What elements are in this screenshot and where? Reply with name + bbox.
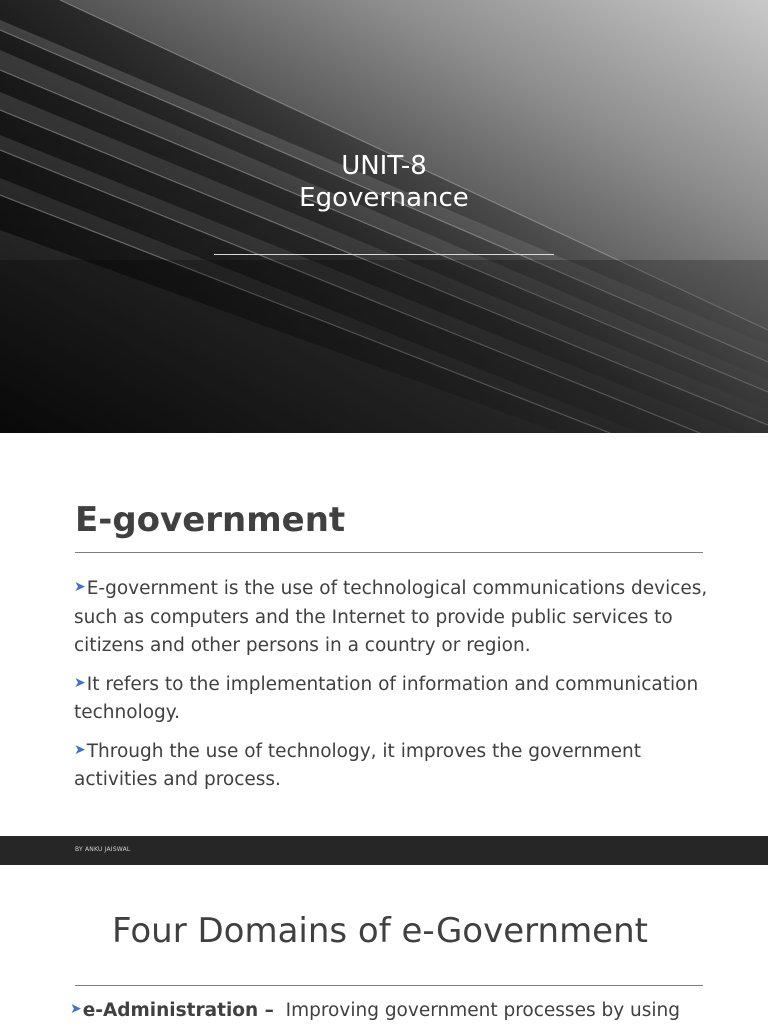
slide-footer-bar	[0, 836, 768, 865]
arrowhead-bullet-icon: ➤	[74, 579, 86, 595]
egov-heading: E-government	[75, 500, 346, 540]
footer-author: BY ANKU JAISWAL	[75, 846, 131, 853]
bullet-text: It refers to the implementation of information and communication technology.	[74, 673, 699, 723]
bullet-item	[70, 995, 730, 1024]
domains-heading: Four Domains of e-Government	[112, 911, 648, 951]
title-line-2: Egovernance	[299, 183, 469, 213]
bullet-text: Through the use of technology, it improves the government activities and process.	[74, 740, 641, 790]
heading-divider	[75, 552, 703, 553]
domain-description: Improving government processes by using	[285, 1000, 681, 1021]
bullet-text: E-government is the use of technological communications devices, such as computers and the Internet to provide public services to citizens and other persons in a country or region.	[74, 578, 708, 656]
domain-term: e-Administration –	[82, 1000, 274, 1021]
domains-slide	[0, 865, 768, 1024]
egov-bullet-list	[74, 573, 714, 803]
bullet-item	[74, 669, 714, 728]
arrowhead-bullet-icon: ➤	[70, 1001, 82, 1017]
domains-bullet-list	[70, 995, 730, 1024]
slide-title	[0, 150, 768, 214]
title-divider	[214, 254, 554, 255]
heading-divider	[75, 985, 703, 986]
egovernment-slide	[0, 433, 768, 836]
bullet-item	[74, 573, 714, 661]
arrowhead-bullet-icon: ➤	[74, 674, 86, 691]
arrowhead-bullet-icon: ➤	[74, 741, 86, 758]
bullet-item	[74, 736, 714, 795]
title-slide	[0, 0, 768, 433]
title-line-1: UNIT-8	[341, 151, 427, 181]
layered-paper-background	[0, 0, 768, 433]
